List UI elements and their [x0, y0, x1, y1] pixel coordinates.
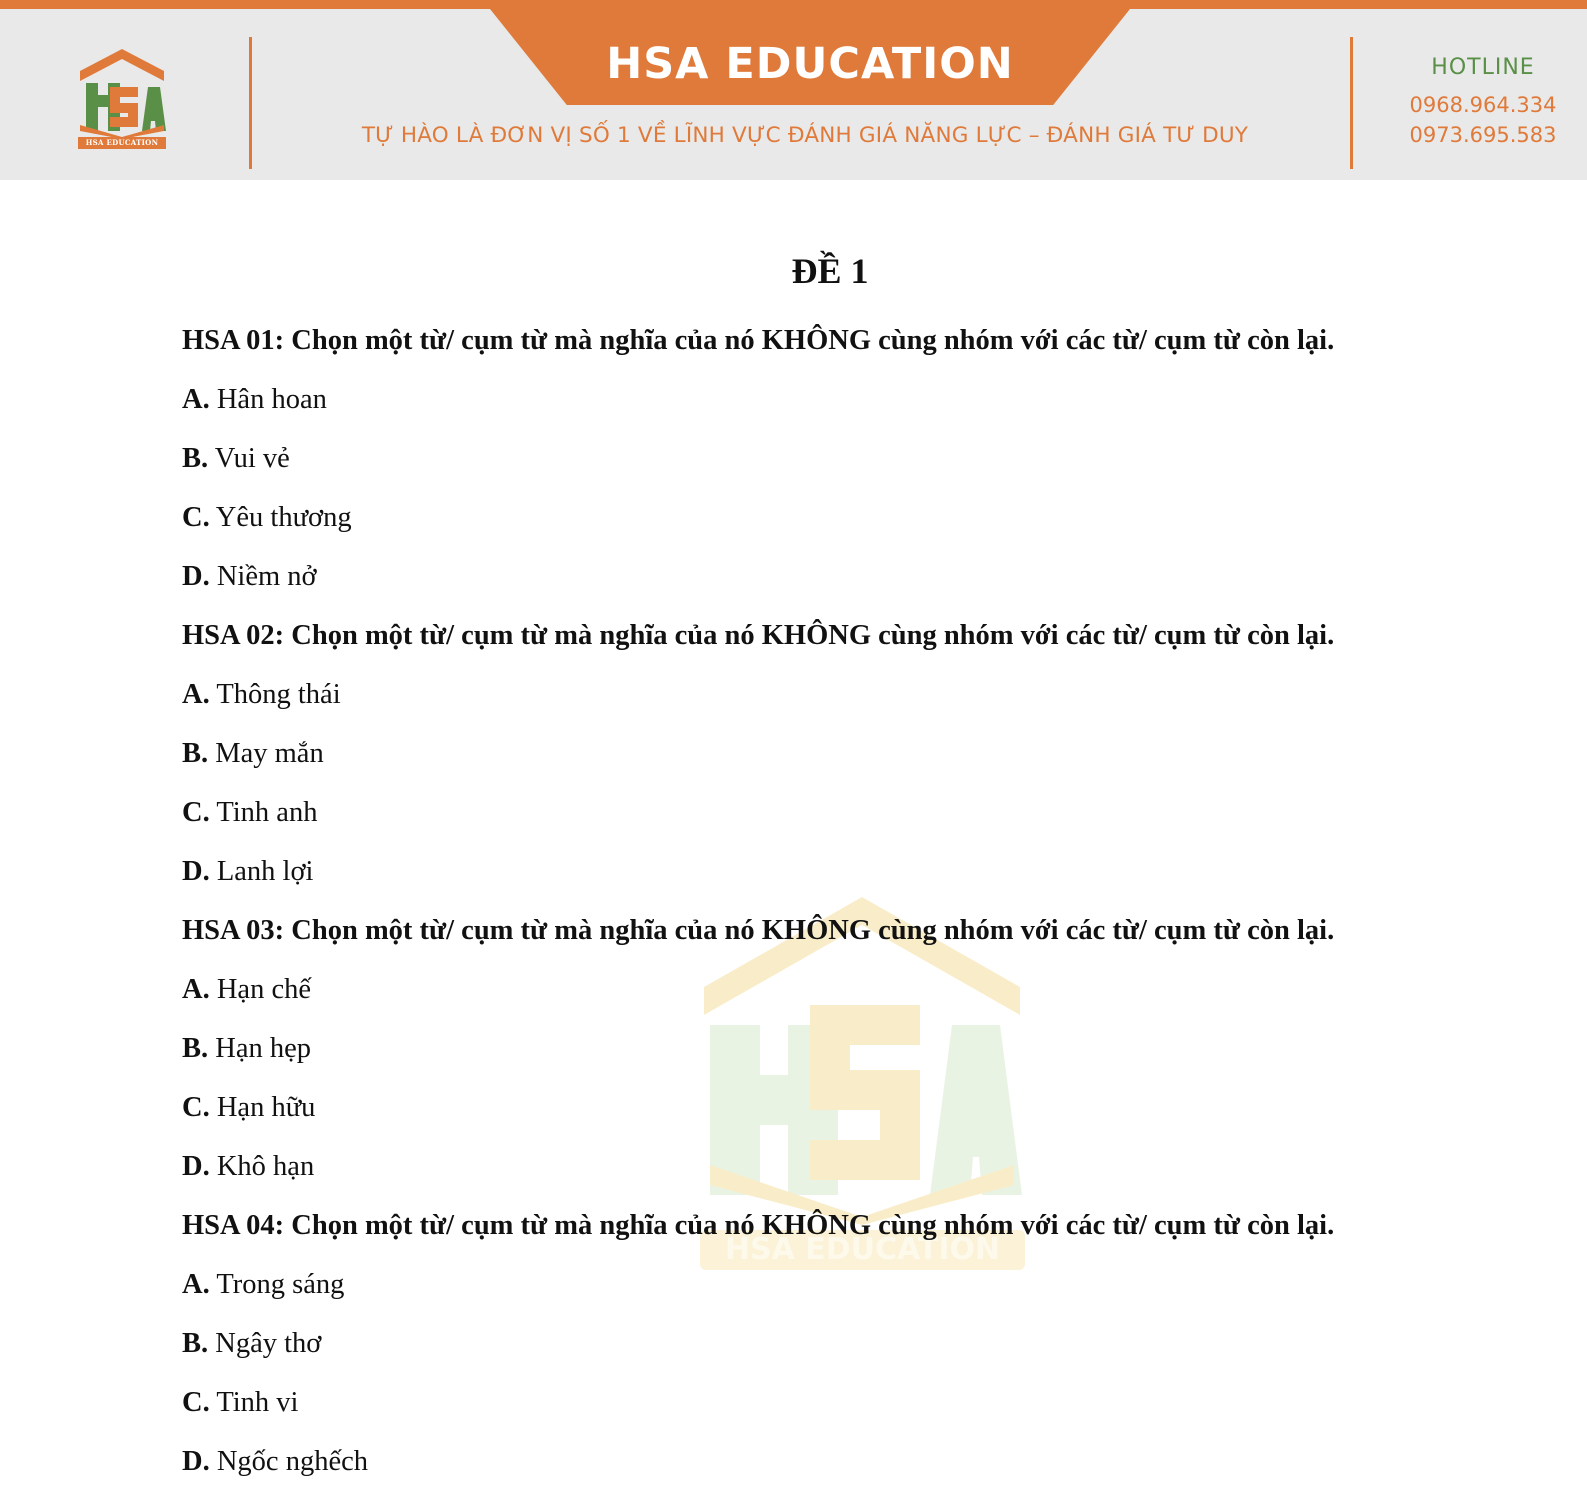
question-list: [182, 318, 1572, 1498]
option-letter: D.: [182, 1151, 210, 1182]
option-3c: [182, 1085, 1572, 1144]
option-2c: [182, 790, 1572, 849]
option-letter: B.: [182, 443, 209, 474]
option-4a: [182, 1262, 1572, 1321]
option-2b: [182, 731, 1572, 790]
watermark-caption: HSA EDUCATION: [700, 1230, 1025, 1270]
option-2d: [182, 849, 1572, 908]
option-text: Niềm nở: [216, 561, 317, 592]
option-3a: [182, 967, 1572, 1026]
option-letter: A.: [182, 679, 210, 710]
option-3d: [182, 1144, 1572, 1203]
option-text: Hạn hữu: [216, 1092, 316, 1123]
question-text: Chọn một từ/ cụm từ mà nghĩa của nó KHÔNG cùng nhóm với các từ/ cụm từ còn lại.: [291, 325, 1335, 356]
logo-caption: HSA EDUCATION: [78, 137, 166, 149]
option-letter: A.: [182, 974, 210, 1005]
question-label: HSA 04:: [182, 1210, 285, 1241]
question-4: [182, 1203, 1572, 1262]
header-divider-left: [249, 37, 252, 169]
option-4c: [182, 1380, 1572, 1439]
option-letter: A.: [182, 1269, 210, 1300]
header-divider-right: [1350, 37, 1353, 169]
option-text: Ngây thơ: [215, 1328, 322, 1359]
hotline-phone-1: 0968.964.334: [1409, 93, 1557, 117]
hsa-logo-icon: [72, 47, 172, 157]
option-text: Ngốc nghếch: [216, 1446, 368, 1477]
option-letter: B.: [182, 738, 209, 769]
option-text: Thông thái: [216, 679, 341, 710]
option-letter: C.: [182, 797, 210, 828]
option-4d: [182, 1439, 1572, 1498]
option-letter: A.: [182, 384, 210, 415]
option-text: Hạn chế: [216, 974, 311, 1005]
option-letter: D.: [182, 561, 210, 592]
option-letter: C.: [182, 1387, 210, 1418]
option-1b: [182, 436, 1572, 495]
document-title: ĐỀ 1: [791, 251, 869, 291]
option-text: Tinh anh: [216, 797, 318, 828]
option-3b: [182, 1026, 1572, 1085]
question-text: Chọn một từ/ cụm từ mà nghĩa của nó KHÔNG cùng nhóm với các từ/ cụm từ còn lại.: [291, 1210, 1335, 1241]
option-letter: D.: [182, 1446, 210, 1477]
option-1d: [182, 554, 1572, 613]
question-label: HSA 02:: [182, 620, 285, 651]
option-2a: [182, 672, 1572, 731]
option-letter: C.: [182, 502, 210, 533]
option-letter: C.: [182, 1092, 210, 1123]
option-text: Hạn hẹp: [215, 1033, 312, 1064]
option-4b: [182, 1321, 1572, 1380]
question-label: HSA 01:: [182, 325, 285, 356]
option-letter: B.: [182, 1328, 209, 1359]
brand-title: HSA EDUCATION: [606, 39, 1014, 89]
option-text: Trong sáng: [216, 1269, 345, 1300]
option-1c: [182, 495, 1572, 554]
question-3: [182, 908, 1572, 967]
question-label: HSA 03:: [182, 915, 285, 946]
option-1a: [182, 377, 1572, 436]
option-text: Hân hoan: [216, 384, 327, 415]
option-text: May mắn: [215, 738, 324, 769]
page-header: [0, 0, 1587, 180]
question-text: Chọn một từ/ cụm từ mà nghĩa của nó KHÔNG cùng nhóm với các từ/ cụm từ còn lại.: [291, 620, 1335, 651]
option-text: Vui vẻ: [214, 443, 290, 474]
option-letter: D.: [182, 856, 210, 887]
option-text: Khô hạn: [216, 1151, 315, 1182]
hotline-label: HOTLINE: [1431, 55, 1535, 80]
question-2: [182, 613, 1572, 672]
hotline-phone-2: 0973.695.583: [1409, 123, 1557, 147]
option-text: Yêu thương: [215, 502, 352, 533]
option-text: Lanh lợi: [216, 856, 314, 887]
option-text: Tinh vi: [216, 1387, 299, 1418]
question-1: [182, 318, 1572, 377]
option-letter: B.: [182, 1033, 209, 1064]
question-text: Chọn một từ/ cụm từ mà nghĩa của nó KHÔNG cùng nhóm với các từ/ cụm từ còn lại.: [291, 915, 1335, 946]
tagline: TỰ HÀO LÀ ĐƠN VỊ SỐ 1 VỀ LĨNH VỰC ĐÁNH GIÁ NĂNG LỰC – ĐÁNH GIÁ TƯ DUY: [361, 123, 1249, 148]
